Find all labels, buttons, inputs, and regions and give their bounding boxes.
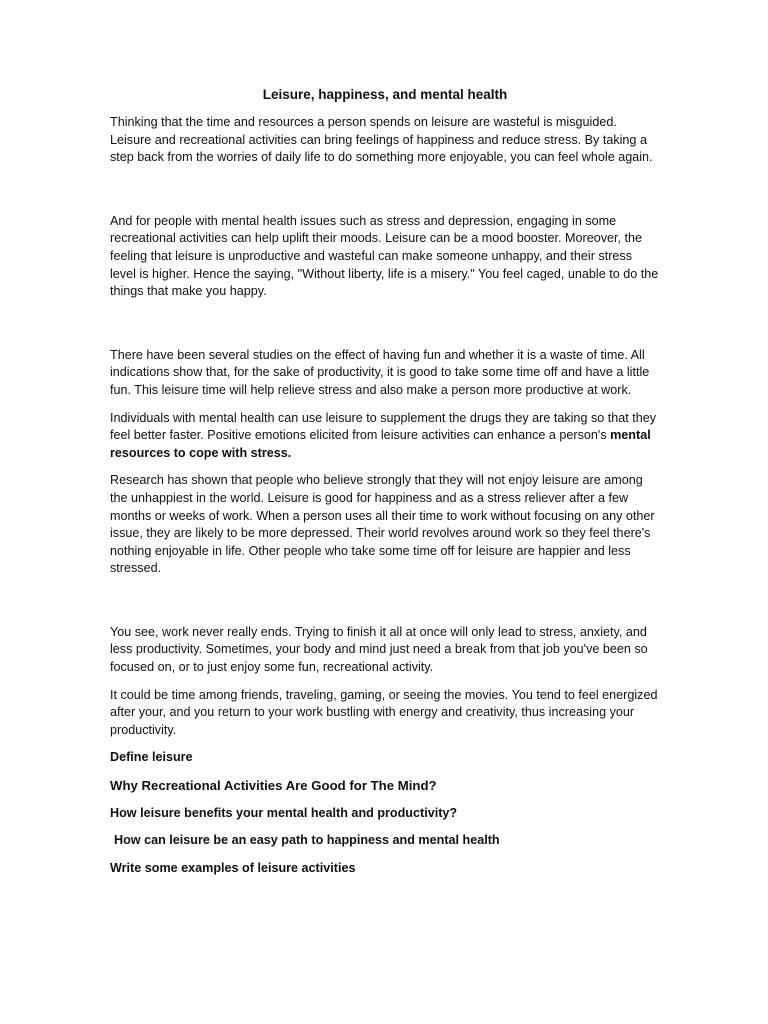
question-leisure-benefits: How leisure benefits your mental health and productivity? (110, 805, 458, 820)
paragraph-4-bold-text: mental resources to cope with stress. (110, 428, 651, 460)
question-examples: Write some examples of leisure activities (110, 860, 356, 875)
paragraph-4 (110, 410, 660, 463)
paragraph-7: It could be time among friends, traveling, gaming, or seeing the movies. You tend to feel energized after your, and you return to your work bustling with energy and creativity, thus increasing your productivity. (110, 687, 658, 737)
document-page (110, 86, 660, 887)
paragraph-3: There have been several studies on the effect of having fun and whether it is a waste of time. All indications show that, for the sake of productivity, it is good to take some time off and have a little fun. This leisure time will help relieve stress and also make a person more productive at work. (110, 347, 650, 397)
question-recreational-activities: Why Recreational Activities Are Good for The Mind? (110, 778, 437, 794)
paragraph-6: You see, work never really ends. Trying to finish it all at once will only lead to stress, anxiety, and less productivity. Sometimes, your body and mind just need a break from that job you've been so focused on, or to just enjoy some fun, recreational activity. (110, 624, 648, 675)
paragraph-5: Research has shown that people who believe strongly that they will not enjoy leisure are among the unhappiest in the world. Leisure is good for happiness and as a stress reliever after a few months or weeks of work. When a person uses all their time to work without focusing on any other issue, they are likely to be more depressed. Their world revolves around work so they feel there's nothing enjoyable in life. Other people who take some time off for leisure are happier and less stressed. (110, 473, 655, 576)
paragraph-2: And for people with mental health issues such as stress and depression, engaging in some recreational activities can help uplift their moods. Leisure can be a mood booster. Moreover, the feeling that leisure is unproductive and wasteful can make someone unhappy, and their stress level is higher. Hence the saying, "Without liberty, life is a misery." You feel caged, unable to do the things that make you happy. (110, 213, 659, 299)
question-define-leisure: Define leisure (110, 750, 193, 765)
paragraph-1: Thinking that the time and resources a person spends on leisure are wasteful is misguided. Leisure and recreational activities can bring feelings of happiness and reduce stress. By taking a step back from the worries of daily life to do something more enjoyable, you can feel whole again. (110, 115, 653, 165)
document-title: Leisure, happiness, and mental health (262, 87, 508, 102)
question-easy-path: How can leisure be an easy path to happiness and mental health (114, 833, 500, 848)
paragraph-4-text: Individuals with mental health can use leisure to supplement the drugs they are taking so that they feel better faster. Positive emotions elicited from leisure activities can enhance a person's (110, 410, 657, 443)
